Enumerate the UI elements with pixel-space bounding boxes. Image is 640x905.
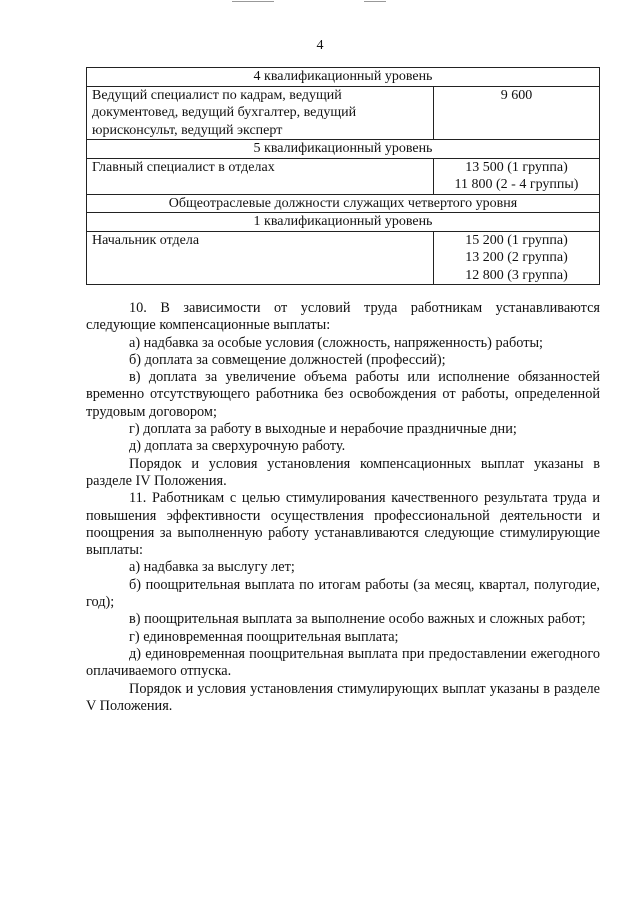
scan-mark [232,1,274,2]
page-number: 4 [316,38,324,53]
table-group-header-row [87,213,600,232]
position-line: Начальник отдела [92,232,200,248]
table-row [87,86,600,140]
qualification-level-heading: Общеотраслевые должности служащих четвертого уровня [87,194,600,213]
paragraph: г) доплата за работу в выходные и нерабочие праздничные дни; [129,421,517,438]
salary-value: 13 200 (2 группа) [465,250,568,265]
top-scan-marks [0,0,640,6]
position-line: Ведущий специалист по кадрам, ведущий [92,87,342,103]
paragraph: Порядок и условия установления компенсационных выплат указаны в разделе IV Положения. [86,455,600,489]
position-line: юрисконсульт, ведущий эксперт [92,122,283,138]
paragraph: а) надбавка за выслугу лет; [129,559,295,576]
position-line: Главный специалист в отделах [92,159,275,175]
salary-value: 9 600 [500,87,533,103]
paragraph: б) поощрительная выплата по итогам работы (за месяц, квартал, полугодие, год); [86,576,600,611]
paragraph: д) единовременная поощрительная выплата при предоставлении ежегодного оплачиваемого отпуска. [86,645,600,680]
position-cell [87,86,434,140]
paragraph: б) доплата за совмещение должностей (профессий); [129,351,446,368]
body-text [86,300,600,715]
qualification-level-heading: 4 квалификационный уровень [87,68,600,87]
salary-value: 13 500 (1 группа) [465,159,568,175]
position-cell [87,158,434,194]
salary-cell [434,86,600,140]
salary-value: 11 800 (2 - 4 группы) [454,177,579,192]
paragraph: Порядок и условия установления стимулирующих выплат указаны в разделе V Положения. [86,680,600,714]
table-row [87,158,600,194]
table-group-header-row [87,140,600,159]
salary-value: 15 200 (1 группа) [465,232,568,248]
paragraph: 11. Работникам с целью стимулирования качественного результата труда и повышения эффективности осуществления профессиональной деятельности и поощрения за выполненную работу устанавливаются следующие стимулирующие выплаты: [86,490,600,559]
salary-value: 12 800 (3 группа) [465,267,568,283]
salary-table [86,67,600,285]
salary-cell [434,231,600,285]
paragraph: в) доплата за увеличение объема работы или исполнение обязанностей временно отсутствующего работника без освобождения от работы, определенной трудовым договором; [86,369,600,420]
position-line: документовед, ведущий бухгалтер, ведущий [92,105,357,120]
paragraph: а) надбавка за особые условия (сложность, напряженность) работы; [129,334,544,351]
table-row [87,231,600,285]
paragraph: в) поощрительная выплата за выполнение особо важных и сложных работ; [129,611,586,628]
table-group-header-row [87,194,600,213]
salary-cell [434,158,600,194]
table-group-header-row [87,68,600,87]
paragraph: д) доплата за сверхурочную работу. [129,438,346,455]
qualification-level-heading: 1 квалификационный уровень [87,213,600,232]
position-cell [87,231,434,285]
scan-mark [364,1,386,2]
qualification-level-heading: 5 квалификационный уровень [87,140,600,159]
paragraph: 10. В зависимости от условий труда работникам устанавливаются следующие компенсационные выплаты: [86,300,600,334]
paragraph: г) единовременная поощрительная выплата; [129,628,399,645]
